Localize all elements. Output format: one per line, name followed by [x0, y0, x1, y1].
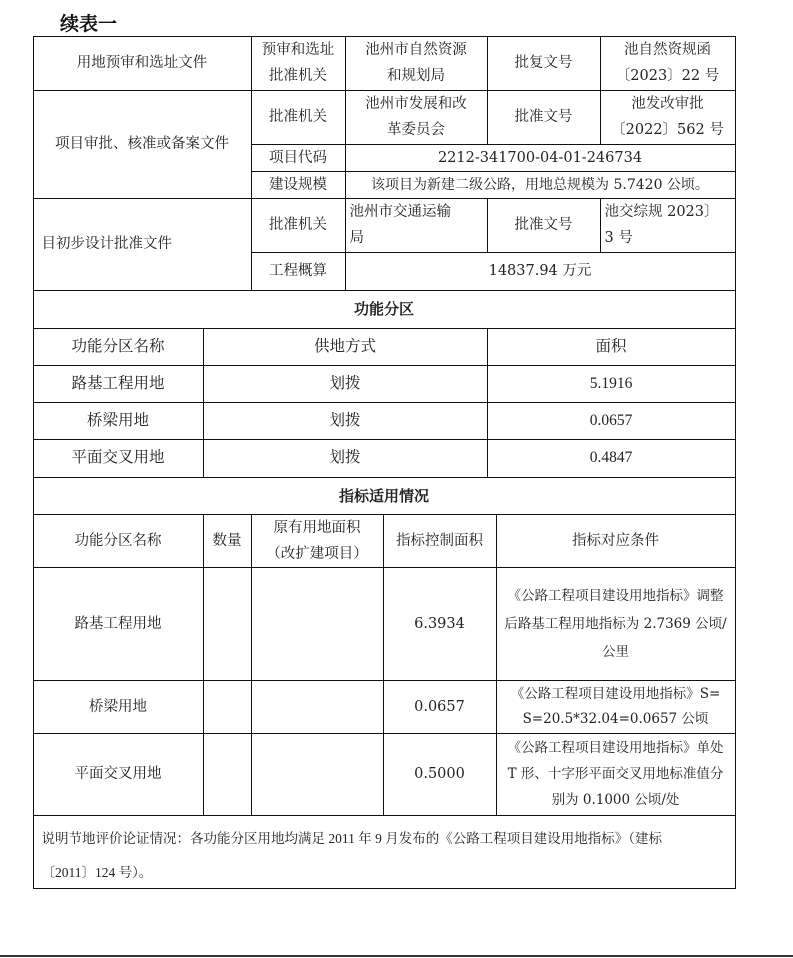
ind-row-count	[203, 733, 252, 816]
design-authority-label: 批准机关	[269, 217, 327, 233]
ind-condition-line: 《公路工程项目建设用地指标》S=	[510, 685, 721, 702]
ind-condition-line: 《公路工程项目建设用地指标》单处	[507, 740, 724, 756]
zones-heading-cell	[33, 290, 736, 329]
ind-condition-line: 《公路工程项目建设用地指标》调整	[507, 587, 724, 604]
design-budget-value: 14837.94 万元	[488, 263, 592, 279]
ind-row-control	[383, 680, 497, 734]
zone-area: 5.1916	[589, 374, 633, 392]
preexam-label-cell	[33, 36, 252, 91]
zone-supply: 划拨	[329, 449, 361, 466]
design-authority-value-line2: 局	[349, 230, 364, 246]
ind-condition-line: 别为 0.1000 公顷/处	[551, 792, 680, 808]
zone-row-supply	[203, 365, 488, 403]
ind-control: 0.0657	[414, 698, 465, 715]
project-code-value: 2212-341700-04-01-246734	[437, 149, 643, 166]
zones-col-name	[33, 328, 204, 366]
ind-condition-line: 公里	[602, 643, 629, 660]
ind-condition-line: 后路基工程用地指标为 2.7369 公顷/	[504, 615, 727, 632]
ind-col-name	[33, 514, 204, 568]
zone-supply: 划拨	[329, 411, 361, 429]
ind-col-name-label: 功能分区名称	[74, 532, 162, 549]
ind-row-name	[33, 680, 204, 734]
ind-control: 6.3934	[414, 615, 465, 632]
zone-row-area	[487, 439, 736, 478]
ind-col-original	[251, 514, 384, 568]
ind-row-condition	[496, 567, 736, 681]
design-doc-value-line1: 池交综规 2023〕	[604, 204, 719, 220]
design-budget-value-cell	[345, 252, 736, 291]
preexam-doc-label-cell	[487, 36, 601, 91]
zone-name: 桥梁用地	[86, 411, 149, 429]
preexam-doc-label: 批复文号	[514, 55, 573, 71]
design-doc-label-cell	[487, 198, 601, 253]
project-doc-value-cell	[600, 90, 736, 145]
ind-row-original	[251, 733, 384, 816]
preexam-authority-value-line2: 和规划局	[387, 68, 445, 84]
zones-col-name-label: 功能分区名称	[71, 337, 165, 355]
preexam-authority-label-line2: 批准机关	[269, 68, 327, 84]
design-budget-label: 工程概算	[269, 263, 327, 279]
ind-condition-line: T 形、十字形平面交叉用地标准值分	[507, 766, 724, 782]
page-bottom-divider	[0, 955, 793, 957]
page-title: 续表一	[60, 13, 118, 35]
project-scale-value-cell	[345, 171, 736, 199]
preexam-authority-label-cell	[251, 36, 346, 91]
preexam-authority-value-line1: 池州市自然资源	[365, 42, 467, 58]
zones-col-area-label: 面积	[595, 337, 627, 355]
ind-col-condition	[496, 514, 736, 568]
ind-control: 0.5000	[414, 766, 465, 782]
ind-row-original	[251, 567, 384, 681]
ind-row-control	[383, 733, 497, 816]
project-doc-value-line2: 〔2022〕562 号	[611, 122, 724, 138]
design-authority-label-cell	[251, 198, 346, 253]
project-scale-label: 建设规模	[269, 176, 327, 193]
note-line1: 说明节地评价论证情况：各功能分区用地均满足 2011 年 9 月发布的《公路工程项目建设用地指标》（建标	[41, 830, 662, 846]
project-authority-value-line2: 革委员会	[387, 122, 445, 138]
preexam-doc-value-line1: 池自然资规函	[624, 42, 711, 58]
ind-row-name	[33, 733, 204, 816]
zone-row-supply	[203, 439, 488, 478]
project-doc-label-cell	[487, 90, 601, 145]
project-code-label: 项目代码	[269, 149, 327, 166]
zones-col-supply-label: 供地方式	[313, 337, 376, 355]
design-authority-value-cell	[345, 198, 488, 253]
zone-supply: 划拨	[329, 374, 361, 392]
ind-row-name	[33, 567, 204, 681]
ind-row-count	[203, 567, 252, 681]
ind-col-control	[383, 514, 497, 568]
ind-row-condition	[496, 680, 736, 734]
ind-name: 路基工程用地	[74, 615, 162, 632]
ind-row-control	[383, 567, 497, 681]
design-doc-value-line2: 3 号	[604, 230, 633, 246]
preexam-doc-value-cell	[600, 36, 736, 91]
zone-area: 0.4847	[589, 449, 633, 466]
ind-col-count-label: 数量	[212, 532, 242, 549]
zone-row-name	[33, 365, 204, 403]
ind-name: 平面交叉用地	[74, 766, 162, 782]
project-authority-value-cell	[345, 90, 488, 145]
zone-row-name	[33, 439, 204, 478]
ind-col-original-line2: （改扩建项目）	[266, 545, 368, 562]
zone-row-supply	[203, 402, 488, 440]
project-label-cell	[33, 90, 252, 199]
zones-col-supply	[203, 328, 488, 366]
ind-row-count	[203, 680, 252, 734]
preexam-label: 用地预审和选址文件	[76, 55, 208, 71]
ind-col-count	[203, 514, 252, 568]
note-line2: 〔2011〕124 号）。	[41, 864, 153, 880]
preexam-doc-value-line2: 〔2023〕22 号	[615, 68, 720, 84]
zone-row-area	[487, 365, 736, 403]
ind-condition-line: S=20.5*32.04=0.0657 公顷	[522, 710, 709, 727]
preexam-authority-value-cell	[345, 36, 488, 91]
design-authority-value-line1: 池州市交通运输	[349, 204, 451, 220]
zones-col-area	[487, 328, 736, 366]
indicators-heading-cell	[33, 477, 736, 515]
indicators-heading: 指标适用情况	[338, 486, 429, 505]
design-doc-value-cell	[600, 198, 736, 253]
ind-row-original	[251, 680, 384, 734]
project-doc-value-line1: 池发改审批	[631, 96, 704, 112]
zone-name: 路基工程用地	[71, 374, 165, 392]
design-doc-label: 批准文号	[514, 217, 573, 233]
design-label: 目初步设计批准文件	[41, 236, 172, 252]
zones-heading: 功能分区	[353, 300, 414, 318]
project-scale-label-cell	[251, 171, 346, 199]
ind-col-condition-label: 指标对应条件	[572, 532, 659, 549]
project-authority-label-cell	[251, 90, 346, 145]
zone-area: 0.0657	[589, 411, 633, 429]
project-doc-label: 批准文号	[514, 109, 573, 125]
evaluation-note	[33, 815, 736, 889]
zone-row-area	[487, 402, 736, 440]
project-authority-label: 批准机关	[269, 109, 327, 125]
project-code-label-cell	[251, 144, 346, 172]
zone-name: 平面交叉用地	[71, 449, 165, 466]
design-label-cell	[33, 198, 252, 291]
design-budget-label-cell	[251, 252, 346, 291]
zone-row-name	[33, 402, 204, 440]
preexam-authority-label-line1: 预审和选址	[261, 42, 335, 58]
ind-row-condition	[496, 733, 736, 816]
ind-col-original-line1: 原有用地面积	[273, 519, 361, 536]
project-code-value-cell	[345, 144, 736, 172]
project-authority-value-line1: 池州市发展和改	[365, 96, 467, 112]
ind-col-control-label: 指标控制面积	[396, 532, 483, 549]
ind-name: 桥梁用地	[89, 698, 147, 715]
project-scale-value: 该项目为新建二级公路，用地总规模为 5.7420 公顷。	[371, 176, 709, 193]
project-label: 项目审批、核准或备案文件	[55, 136, 229, 152]
